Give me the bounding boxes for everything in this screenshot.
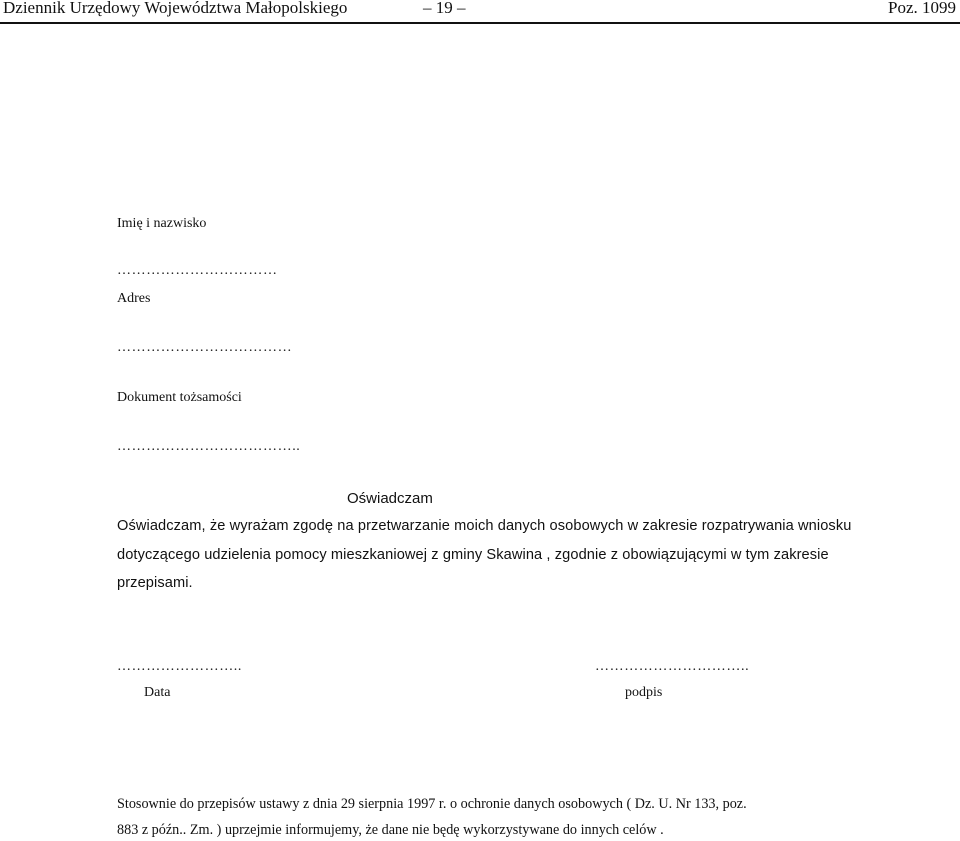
signature-label: podpis: [625, 685, 663, 700]
privacy-note-line-2: 883 z późn.. Zm. ) uprzejmie informujemy, że dane nie będę wykorzystywane do innych celów .: [117, 822, 664, 838]
id-document-fill-line: ………………………………..: [117, 439, 301, 454]
signature-fill-line: …………………………..: [595, 659, 750, 674]
id-document-label: Dokument tożsamości: [117, 390, 242, 405]
position-number: Poz. 1099: [888, 0, 956, 17]
name-fill-line: ……………………………: [117, 263, 278, 278]
date-fill-line: ……………………..: [117, 659, 242, 674]
name-label: Imię i nazwisko: [117, 216, 207, 231]
page-number: – 19 –: [423, 0, 466, 17]
publication-title: Dziennik Urzędowy Województwa Małopolskiego: [3, 0, 348, 17]
date-label: Data: [144, 685, 171, 700]
declaration-title: Oświadczam: [347, 490, 433, 507]
address-fill-line: ………………………………: [117, 340, 293, 355]
address-label: Adres: [117, 291, 151, 306]
privacy-note-line-1: Stosownie do przepisów ustawy z dnia 29 sierpnia 1997 r. o ochronie danych osobowych ( Dz. U. Nr 133, poz.: [117, 796, 747, 812]
declaration-line-2: dotyczącego udzielenia pomocy mieszkaniowej z gminy Skawina , zgodnie z obowiązującymi w tym zakresie: [117, 547, 829, 563]
page-header: [0, 0, 960, 24]
declaration-line-1: Oświadczam, że wyrażam zgodę na przetwarzanie moich danych osobowych w zakresie rozpatrywania wniosku: [117, 518, 852, 534]
declaration-line-3: przepisami.: [117, 575, 193, 591]
